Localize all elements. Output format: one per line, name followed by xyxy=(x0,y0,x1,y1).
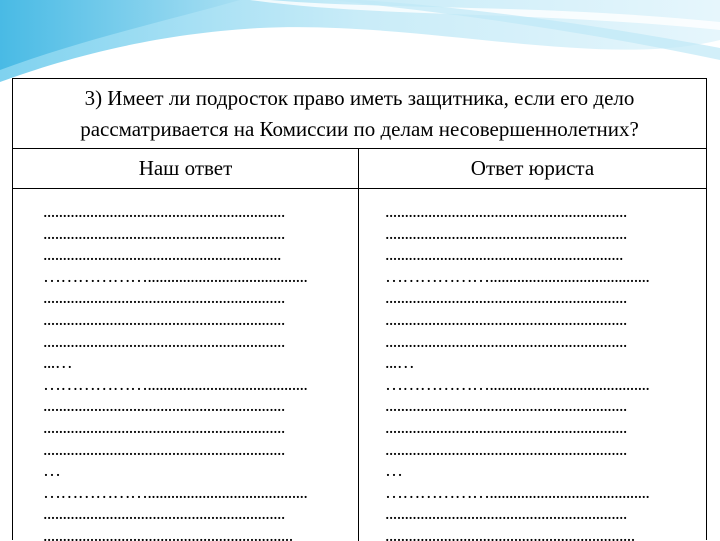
our-answer-lines xyxy=(43,201,307,541)
answer-line: ...… xyxy=(385,352,415,373)
answer-line: .............................................................. xyxy=(43,330,285,351)
decorative-banner xyxy=(0,0,720,90)
answer-line: .............................................................. xyxy=(43,287,285,308)
answer-line: ............................................................. xyxy=(385,244,623,265)
answer-line: .............................................................. xyxy=(43,395,285,416)
answer-line: .............................................................. xyxy=(385,416,627,437)
answer-line: … xyxy=(385,460,403,481)
answer-line: .............................................................. xyxy=(43,308,285,329)
question-text xyxy=(80,83,639,145)
answer-line: .............................................................. xyxy=(385,222,627,243)
answer-line: ………………......................................... xyxy=(43,373,308,394)
answer-line: ………………......................................... xyxy=(43,481,308,502)
answer-line: ………………......................................... xyxy=(385,373,650,394)
our-answer-column xyxy=(13,189,359,541)
answer-line: ...… xyxy=(43,352,73,373)
our-answer-header: Наш ответ xyxy=(13,149,359,188)
lawyer-answer-header: Ответ юриста xyxy=(470,156,595,180)
answer-line: .............................................................. xyxy=(385,308,627,329)
answer-line: ………………......................................... xyxy=(385,265,650,286)
question-line-1: 3) Имеет ли подросток право иметь защитника, если его дело xyxy=(84,85,635,110)
answer-line: .............................................................. xyxy=(385,395,627,416)
answer-line: .............................................................. xyxy=(43,416,285,437)
answer-line: ................................................................ xyxy=(43,524,293,541)
answer-line: .............................................................. xyxy=(43,438,285,459)
answer-line: .............................................................. xyxy=(385,201,627,221)
answer-line: .............................................................. xyxy=(385,438,627,459)
answer-line: ................................................................ xyxy=(385,524,635,541)
answer-line: ………………......................................... xyxy=(385,481,650,502)
answer-line: … xyxy=(43,460,61,481)
answer-columns xyxy=(13,189,706,541)
answer-line: ………………......................................... xyxy=(43,265,308,286)
question-cell xyxy=(13,79,706,149)
answer-line: .............................................................. xyxy=(385,330,627,351)
answer-line: .............................................................. xyxy=(385,287,627,308)
answer-line: .............................................................. xyxy=(43,503,285,524)
answer-line: .............................................................. xyxy=(385,503,627,524)
lawyer-answer-column xyxy=(359,189,706,541)
answer-line: ............................................................. xyxy=(43,244,281,265)
answer-sheet-table xyxy=(12,78,707,540)
question-line-2: рассматривается на Комиссии по делам несовершеннолетних? xyxy=(80,116,639,141)
column-headers xyxy=(13,149,706,189)
answer-line: .............................................................. xyxy=(43,222,285,243)
lawyer-answer-lines xyxy=(385,201,649,541)
answer-line: .............................................................. xyxy=(43,201,285,221)
